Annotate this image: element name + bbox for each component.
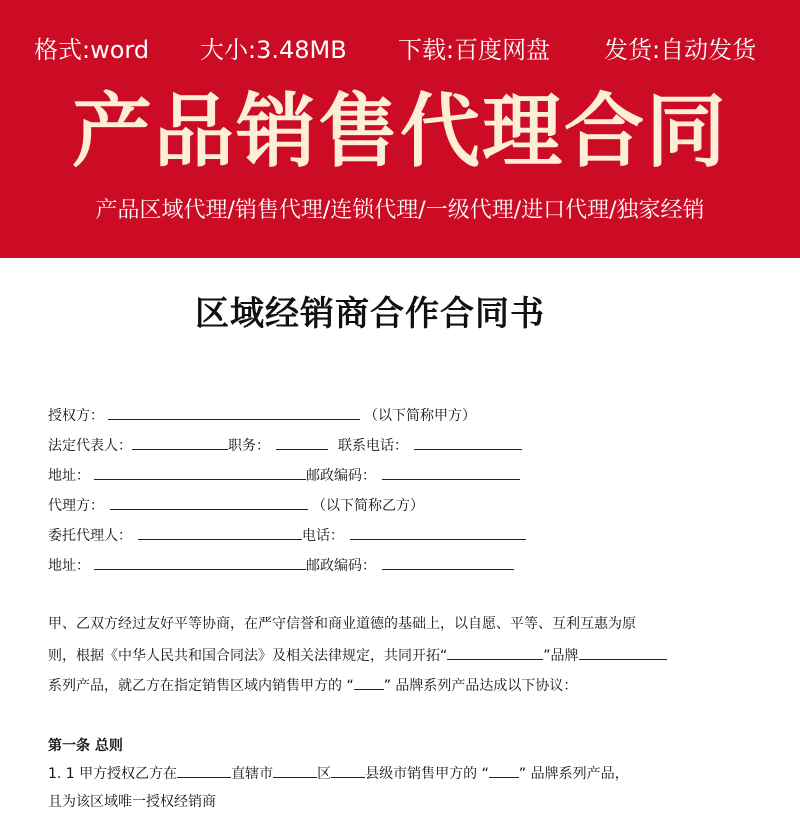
format-label: 格式:word xyxy=(34,36,150,64)
proxy-label: 委托代理人： xyxy=(48,528,132,544)
clause-1-1-a: 1. 1 甲方授权乙方在 xyxy=(48,766,178,782)
intro-line-2 xyxy=(48,645,667,667)
size-label: 大小:3.48MB xyxy=(200,36,347,64)
banner-subtitle: 产品区域代理/销售代理/连锁代理/一级代理/进口代理/独家经销 xyxy=(95,198,705,223)
address-line xyxy=(48,465,520,487)
phone-label: 联系电话： xyxy=(338,438,408,454)
intro-line-2-b: ”品牌 xyxy=(543,648,579,664)
tel-blank[interactable] xyxy=(350,525,526,540)
download-label: 下载:百度网盘 xyxy=(398,36,551,64)
agent-label: 代理方： xyxy=(48,498,104,514)
postcode2-blank[interactable] xyxy=(382,555,514,570)
address2-label: 地址： xyxy=(48,558,90,574)
agent-line xyxy=(48,495,424,517)
clause-1-1-e: ” 品牌系列产品， xyxy=(518,766,629,782)
article-1-heading: 第一条 总则 xyxy=(48,738,123,754)
proxy-line xyxy=(48,525,526,547)
clause-1-1 xyxy=(48,763,629,785)
clause-1-1-b: 直辖市 xyxy=(231,766,274,782)
intro-line-3-b: ” 品牌系列产品达成以下协议： xyxy=(383,678,578,694)
address2-line xyxy=(48,555,514,577)
tel-label: 电话： xyxy=(302,528,344,544)
legal-rep-line xyxy=(48,435,522,457)
brand-blank-3[interactable] xyxy=(354,675,384,690)
position-label: 职务： xyxy=(228,438,270,454)
intro-line-3 xyxy=(48,675,577,697)
position-blank[interactable] xyxy=(276,435,328,450)
intro-line-3-a: 系列产品，就乙方在指定销售区域内销售甲方的 “ xyxy=(48,678,354,694)
file-meta-row xyxy=(0,34,800,70)
district-blank[interactable] xyxy=(273,763,317,778)
province-blank[interactable] xyxy=(177,763,231,778)
grantor-line xyxy=(48,405,476,427)
postcode-blank[interactable] xyxy=(382,465,520,480)
legal-rep-blank[interactable] xyxy=(132,435,228,450)
grantor-note: （以下简称甲方） xyxy=(364,408,476,424)
grantor-blank[interactable] xyxy=(108,405,360,420)
agent-note: （以下简称乙方） xyxy=(312,498,424,514)
intro-line-1: 甲、乙双方经过友好平等协商，在严守信誉和商业道德的基础上，以自愿、平等、互利互惠为原 xyxy=(48,616,636,632)
phone-blank[interactable] xyxy=(414,435,522,450)
clause-1-1-d: 县级市销售甲方的 “ xyxy=(365,766,489,782)
brand-blank[interactable] xyxy=(447,645,543,660)
document-title: 区域经销商合作合同书 xyxy=(195,294,545,334)
county-blank[interactable] xyxy=(331,763,365,778)
clause-1-1-c: 区 xyxy=(317,766,332,782)
postcode2-label: 邮政编码： xyxy=(306,558,376,574)
address-blank[interactable] xyxy=(94,465,306,480)
brand-blank-4[interactable] xyxy=(489,763,519,778)
address-label: 地址： xyxy=(48,468,90,484)
promo-banner xyxy=(0,0,800,258)
contract-document xyxy=(0,258,800,810)
delivery-label: 发货:自动发货 xyxy=(604,36,757,64)
postcode-label: 邮政编码： xyxy=(306,468,376,484)
agent-blank[interactable] xyxy=(110,495,308,510)
proxy-blank[interactable] xyxy=(138,525,302,540)
brand-blank-2[interactable] xyxy=(579,645,667,660)
clause-1-1-continued: 且为该区域唯一授权经销商 xyxy=(48,794,216,810)
banner-title: 产品销售代理合同 xyxy=(72,85,728,178)
intro-line-2-a: 则，根据《中华人民共和国合同法》及相关法律规定，共同开拓“ xyxy=(48,648,448,664)
grantor-label: 授权方： xyxy=(48,408,104,424)
legal-rep-label: 法定代表人： xyxy=(48,438,132,454)
address2-blank[interactable] xyxy=(94,555,306,570)
